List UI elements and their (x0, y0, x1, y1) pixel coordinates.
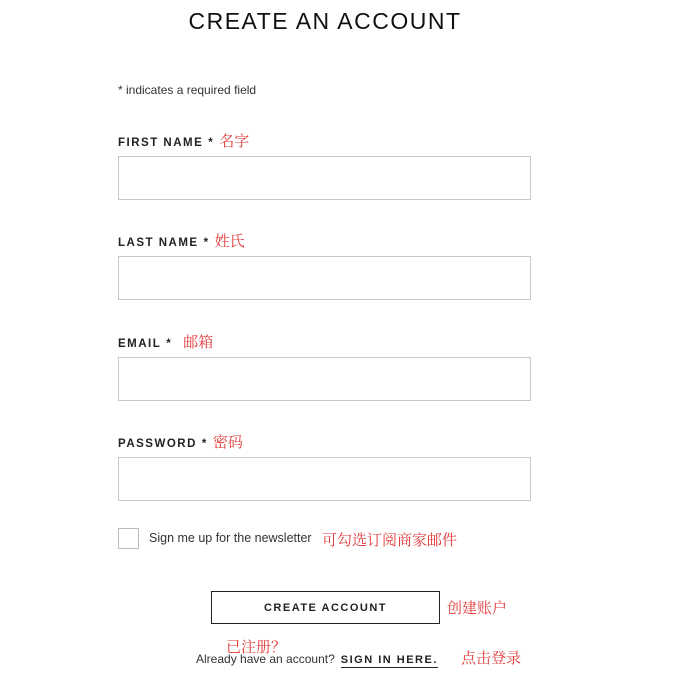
password-input[interactable] (118, 457, 531, 501)
newsletter-annotation: 可勾选订阅商家邮件 (322, 531, 458, 549)
create-account-button[interactable]: CREATE ACCOUNT (211, 591, 440, 624)
first-name-label-text: FIRST NAME (118, 137, 204, 149)
last-name-annotation: 姓氏 (214, 232, 245, 250)
required-field-note: * indicates a required field (118, 83, 257, 97)
signin-row (196, 652, 438, 666)
first-name-label (118, 130, 249, 151)
email-input[interactable] (118, 357, 531, 401)
sign-in-annotation: 点击登录 (461, 649, 522, 667)
required-mark: * (203, 237, 210, 249)
create-account-annotation: 创建账户 (447, 599, 508, 617)
required-mark: * (208, 137, 215, 149)
first-name-input[interactable] (118, 156, 531, 200)
email-label-text: EMAIL (118, 338, 162, 350)
signin-prompt: Already have an account? (196, 652, 335, 666)
email-annotation: 邮箱 (183, 333, 214, 351)
required-mark: * (166, 338, 173, 350)
newsletter-label: Sign me up for the newsletter (149, 531, 312, 545)
page-title: CREATE AN ACCOUNT (188, 8, 462, 34)
password-label (118, 431, 243, 452)
required-mark: * (201, 438, 208, 450)
last-name-label-text: LAST NAME (118, 237, 199, 249)
newsletter-checkbox[interactable] (118, 528, 139, 549)
already-registered-annotation: 已注册？ (226, 638, 287, 656)
last-name-input[interactable] (118, 256, 531, 300)
last-name-label (118, 230, 245, 251)
sign-in-link[interactable]: SIGN IN HERE. (340, 654, 438, 666)
password-label-text: PASSWORD (118, 438, 197, 450)
email-label (118, 331, 213, 352)
password-annotation: 密码 (212, 433, 243, 451)
first-name-annotation: 名字 (219, 132, 250, 150)
